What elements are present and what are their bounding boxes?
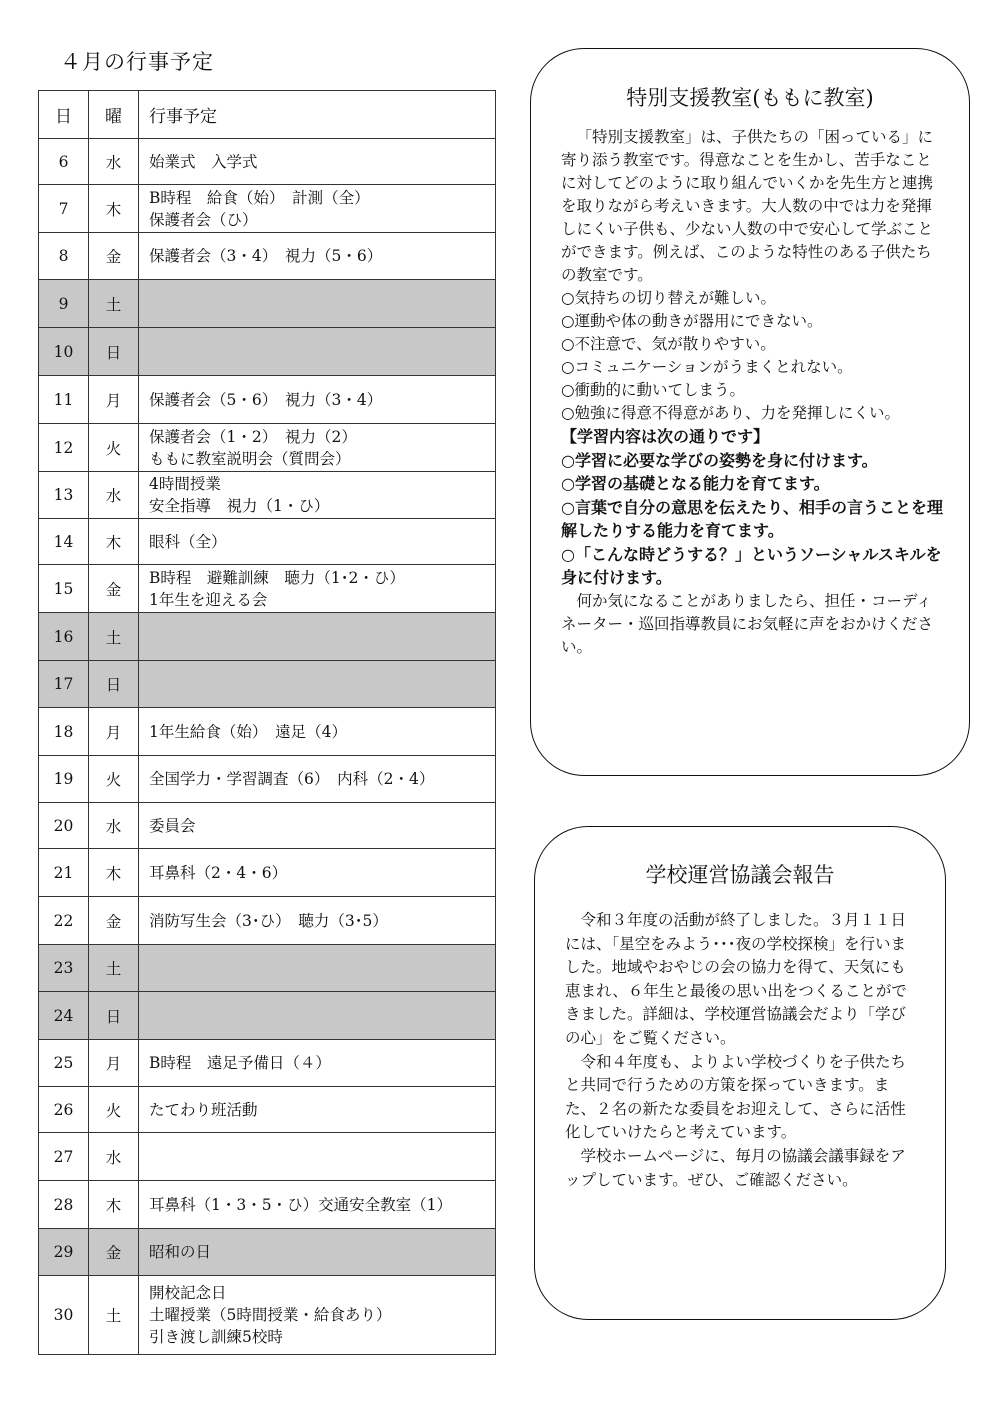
schedule-events	[139, 519, 496, 565]
header-events: 行事予定	[139, 91, 496, 139]
header-day: 日	[39, 91, 89, 139]
council-report-box	[534, 826, 946, 1320]
learning-items	[561, 449, 945, 590]
schedule-event: たてわり班活動	[149, 1100, 258, 1119]
schedule-day: 20	[39, 803, 89, 849]
schedule-row	[39, 708, 496, 756]
schedule-day: 15	[39, 565, 89, 613]
schedule-events	[139, 139, 496, 185]
trait-item: ○運動や体の動きが器用にできない。	[561, 312, 823, 330]
schedule-day: 10	[39, 328, 89, 376]
schedule-row	[39, 897, 496, 945]
schedule-weekday: 木	[89, 519, 139, 565]
special-class-content	[561, 126, 945, 659]
schedule-weekday: 土	[89, 613, 139, 661]
special-class-traits	[561, 287, 945, 425]
schedule-weekday: 土	[89, 280, 139, 328]
schedule-events	[139, 992, 496, 1040]
schedule-events	[139, 1276, 496, 1355]
schedule-row	[39, 1276, 496, 1355]
schedule-events	[139, 280, 496, 328]
schedule-title: ４月の行事予定	[60, 50, 214, 74]
schedule-events	[139, 849, 496, 897]
schedule-events	[139, 613, 496, 661]
council-report-content	[565, 909, 919, 1192]
schedule-row	[39, 233, 496, 280]
special-class-title: 特別支援教室(ももに教室)	[626, 86, 874, 110]
schedule-events	[139, 803, 496, 849]
schedule-weekday: 日	[89, 328, 139, 376]
schedule-row	[39, 565, 496, 613]
schedule-weekday: 火	[89, 756, 139, 803]
schedule-event: 保護者会（3・4） 視力（5・6）	[149, 247, 383, 265]
schedule-day: 8	[39, 233, 89, 280]
schedule-events	[139, 1087, 496, 1133]
schedule-event: 保護者会（ひ）	[149, 210, 258, 229]
council-paragraph: 令和３年度の活動が終了しました。３月１１日には、「星空をみよう･･･夜の学校探検」を行いました。地域やおやじの会の協力を得て、天気にも恵まれ、６年生と最後の思い出をつくることができました。詳細は、学校運営協議会だより「学びの心」をご覧ください。	[565, 911, 907, 1047]
schedule-day: 27	[39, 1133, 89, 1181]
schedule-weekday: 金	[89, 565, 139, 613]
schedule-row	[39, 1040, 496, 1087]
schedule-header-row	[39, 91, 496, 139]
special-class-box	[530, 48, 970, 776]
schedule-day: 24	[39, 992, 89, 1040]
schedule-row	[39, 661, 496, 708]
trait-item: ○勉強に得意不得意があり、力を発揮しにくい。	[561, 404, 901, 422]
schedule-event: 耳鼻科（2・4・6）	[149, 863, 288, 882]
schedule-event: B時程 遠足予備日（４）	[149, 1054, 331, 1072]
schedule-event: 4時間授業	[149, 475, 221, 493]
trait-item: ○不注意で、気が散りやすい。	[561, 335, 776, 353]
learning-item: ○「こんな時どうする？」というソーシャルスキルを身に付けます。	[561, 544, 942, 587]
trait-item: ○衝動的に動いてしまう。	[561, 381, 746, 399]
schedule-events	[139, 376, 496, 424]
schedule-row	[39, 1181, 496, 1229]
schedule-weekday: 木	[89, 1181, 139, 1229]
schedule-weekday: 月	[89, 376, 139, 424]
schedule-events	[139, 185, 496, 233]
schedule-events	[139, 565, 496, 613]
schedule-row	[39, 280, 496, 328]
schedule-weekday: 日	[89, 661, 139, 708]
schedule-weekday: 木	[89, 849, 139, 897]
schedule-event: B時程 給食（始） 計測（全）	[149, 188, 370, 207]
schedule-event: 保護者会（5・6） 視力（3・4）	[149, 390, 383, 409]
schedule-event: 安全指導 視力（1・ひ）	[149, 497, 330, 515]
schedule-row	[39, 803, 496, 849]
schedule-row	[39, 139, 496, 185]
schedule-weekday: 木	[89, 185, 139, 233]
learning-heading: 【学習内容は次の通りです】	[561, 427, 770, 446]
schedule-events	[139, 233, 496, 280]
schedule-day: 11	[39, 376, 89, 424]
schedule-event: 1年生給食（始） 遠足（4）	[149, 722, 347, 741]
schedule-day: 23	[39, 945, 89, 992]
trait-item: ○気持ちの切り替えが難しい。	[561, 289, 777, 307]
schedule-weekday: 水	[89, 1133, 139, 1181]
schedule-events	[139, 1040, 496, 1087]
header-weekday: 曜	[89, 91, 139, 139]
council-paragraph: 学校ホームページに、毎月の協議会議事録をアップしています。ぜひ、ご確認ください。	[565, 1146, 906, 1189]
schedule-day: 30	[39, 1276, 89, 1355]
schedule-events	[139, 1229, 496, 1276]
schedule-row	[39, 756, 496, 803]
schedule-day: 26	[39, 1087, 89, 1133]
schedule-events	[139, 472, 496, 519]
schedule-day: 9	[39, 280, 89, 328]
schedule-event: ももに教室説明会（質問会）	[149, 449, 351, 468]
schedule-event: 保護者会（1・2） 視力（2）	[149, 427, 357, 446]
schedule-day: 19	[39, 756, 89, 803]
schedule-day: 13	[39, 472, 89, 519]
council-paragraph: 令和４年度も、よりよい学校づくりを子供たちと共同で行うための方策を探っていきます。また、２名の新たな委員をお迎えして、さらに活性化していけたらと考えています。	[565, 1052, 907, 1142]
schedule-row	[39, 424, 496, 472]
schedule-table	[38, 90, 496, 1355]
schedule-weekday: 金	[89, 897, 139, 945]
schedule-row	[39, 376, 496, 424]
schedule-event: 委員会	[149, 816, 196, 835]
schedule-table-body	[39, 91, 496, 1355]
schedule-event: B時程 避難訓練 聴力（1･2・ひ）	[149, 568, 405, 587]
schedule-day: 25	[39, 1040, 89, 1087]
schedule-weekday: 月	[89, 1040, 139, 1087]
schedule-event: 眼科（全）	[149, 532, 227, 551]
schedule-day: 7	[39, 185, 89, 233]
schedule-weekday: 火	[89, 424, 139, 472]
schedule-row	[39, 472, 496, 519]
schedule-events	[139, 1181, 496, 1229]
schedule-events	[139, 424, 496, 472]
schedule-weekday: 金	[89, 1229, 139, 1276]
schedule-day: 22	[39, 897, 89, 945]
council-report-title: 学校運営協議会報告	[645, 863, 835, 887]
schedule-day: 21	[39, 849, 89, 897]
schedule-event: 消防写生会（3･ひ） 聴力（3･5）	[149, 911, 388, 930]
schedule-event: 1年生を迎える会	[149, 590, 268, 609]
schedule-row	[39, 185, 496, 233]
schedule-row	[39, 519, 496, 565]
schedule-weekday: 月	[89, 708, 139, 756]
schedule-row	[39, 1087, 496, 1133]
schedule-weekday: 土	[89, 1276, 139, 1355]
schedule-events	[139, 661, 496, 708]
schedule-event: 耳鼻科（1・3・5・ひ）交通安全教室（1）	[149, 1195, 452, 1214]
schedule-weekday: 金	[89, 233, 139, 280]
schedule-events	[139, 1133, 496, 1181]
schedule-events	[139, 328, 496, 376]
schedule-day: 16	[39, 613, 89, 661]
schedule-row	[39, 1229, 496, 1276]
schedule-weekday: 土	[89, 945, 139, 992]
schedule-weekday: 火	[89, 1087, 139, 1133]
schedule-row	[39, 613, 496, 661]
schedule-weekday: 水	[89, 139, 139, 185]
schedule-row	[39, 992, 496, 1040]
schedule-day: 14	[39, 519, 89, 565]
schedule-weekday: 日	[89, 992, 139, 1040]
schedule-day: 17	[39, 661, 89, 708]
schedule-event: 土曜授業（5時間授業・給食あり）	[149, 1306, 392, 1324]
schedule-event: 始業式 入学式	[149, 152, 258, 171]
schedule-row	[39, 328, 496, 376]
schedule-weekday: 水	[89, 803, 139, 849]
schedule-event: 全国学力・学習調査（6） 内科（2・4）	[149, 770, 435, 788]
special-class-closing: 何か気になることがありましたら、担任・コーディネーター・巡回指導教員にお気軽に声をおかけください。	[561, 591, 934, 656]
special-class-intro: 「特別支援教室」は、子供たちの「困っている」に寄り添う教室です。得意なことを生かし、苦手なことに対してどのように取り組んでいくかを先生方と連携を取りながら考えいきます。大人数の中では力を発揮しにくい子供も、少ない人数の中で安心して学ぶことができます。例えば、このような特性のある子供たちの教室です。	[561, 128, 934, 284]
schedule-event: 昭和の日	[149, 1243, 212, 1261]
trait-item: ○コミュニケーションがうまくとれない。	[561, 358, 853, 376]
schedule-day: 12	[39, 424, 89, 472]
schedule-events	[139, 756, 496, 803]
schedule-row	[39, 1133, 496, 1181]
schedule-day: 29	[39, 1229, 89, 1276]
schedule-event: 開校記念日	[149, 1284, 227, 1302]
learning-item: ○言葉で自分の意思を伝えたり、相手の言うことを理解したりする能力を育てます。	[561, 497, 943, 540]
schedule-events	[139, 945, 496, 992]
learning-item: ○学習に必要な学びの姿勢を身に付けます。	[561, 450, 878, 470]
schedule-day: 6	[39, 139, 89, 185]
schedule-events	[139, 897, 496, 945]
schedule-day: 18	[39, 708, 89, 756]
schedule-weekday: 水	[89, 472, 139, 519]
schedule-events	[139, 708, 496, 756]
schedule-row	[39, 945, 496, 992]
learning-item: ○学習の基礎となる能力を育てます。	[561, 474, 830, 493]
schedule-row	[39, 849, 496, 897]
schedule-day: 28	[39, 1181, 89, 1229]
schedule-event: 引き渡し訓練5校時	[149, 1328, 283, 1346]
